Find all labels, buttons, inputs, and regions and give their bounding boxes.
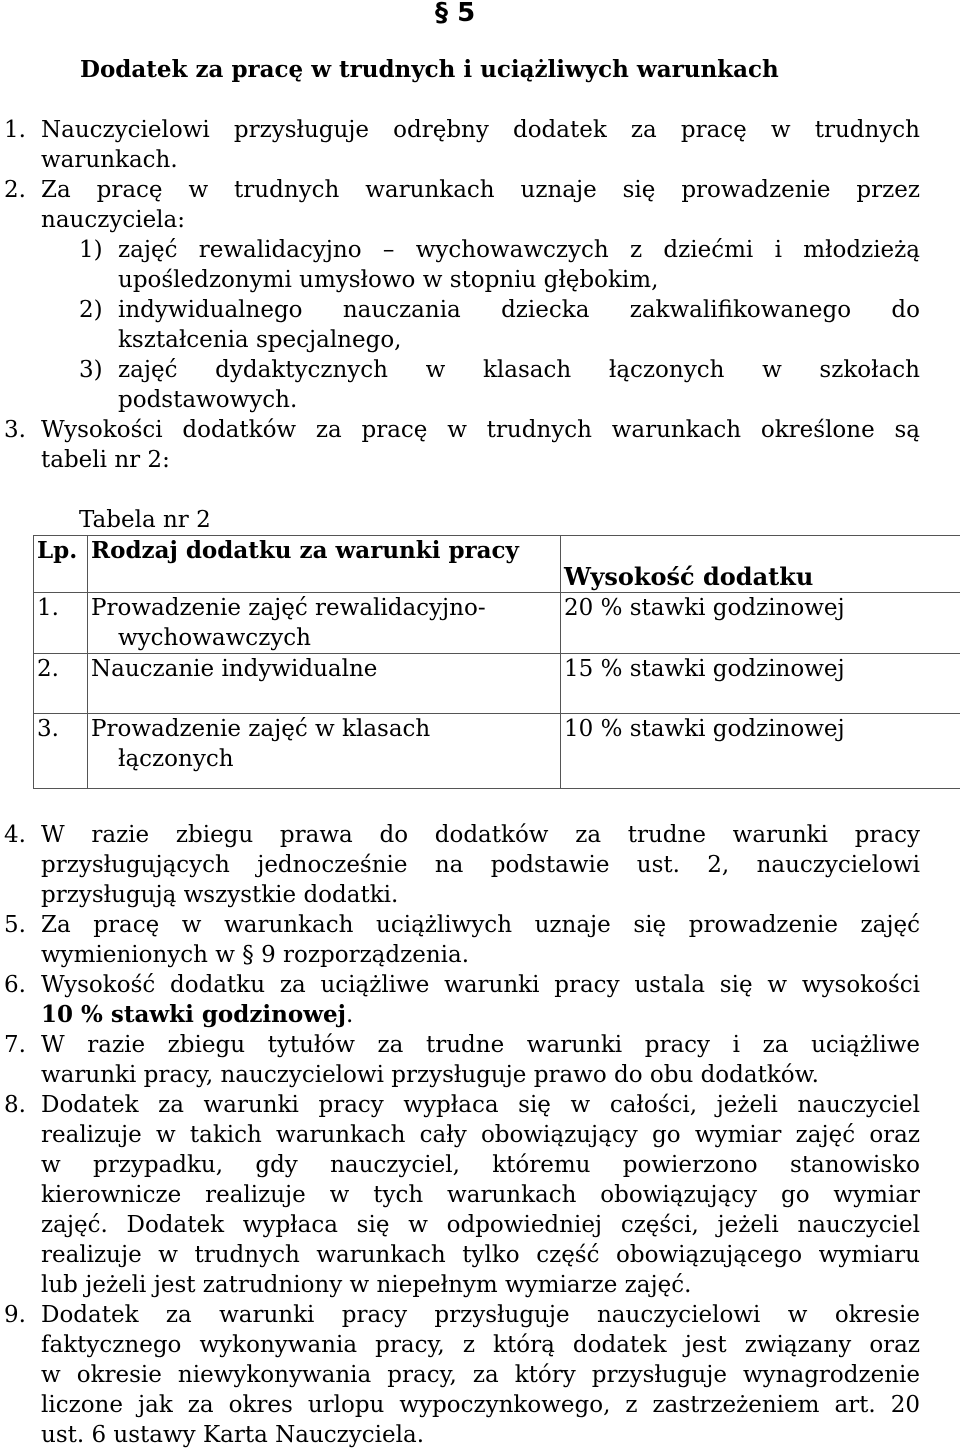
paragraph-2-line-2: nauczyciela: — [41, 207, 185, 233]
section-number: 5 — [457, 0, 476, 28]
paragraph-9-line: Dodatek za warunki pracy przysługuje nauczycielowi w okresie — [41, 1302, 920, 1328]
paragraph-2-number: 2. — [4, 177, 26, 203]
paragraph-7-number: 7. — [4, 1032, 26, 1058]
paragraph-4-line: przysługują wszystkie dodatki. — [41, 882, 399, 908]
list-item-line: podstawowych. — [118, 387, 298, 413]
list-item-line: indywidualnego nauczania dziecka zakwalifikowanego do — [118, 297, 920, 323]
paragraph-7-line: W razie zbiegu tytułów za trudne warunki pracy i za uciążliwe — [41, 1032, 920, 1058]
section-mark: § — [435, 0, 448, 28]
paragraph-3-line-2: tabeli nr 2: — [41, 447, 170, 473]
paragraph-4-line: przysługujących jednocześnie na podstawie ust. 2, nauczycielowi — [41, 852, 920, 878]
paragraph-9-line: ust. 6 ustawy Karta Nauczyciela. — [41, 1422, 425, 1448]
paragraph-1-line-1: Nauczycielowi przysługuje odrębny dodatek za pracę w trudnych — [41, 117, 920, 143]
list-item-line: kształcenia specjalnego, — [118, 327, 402, 353]
header-cell-amount: Wysokość dodatku — [561, 536, 960, 593]
paragraph-8-line: lub jeżeli jest zatrudniony w niepełnym wymiarze zajęć. — [41, 1272, 692, 1298]
paragraph-6-line: Wysokość dodatku za uciążliwe warunki pracy ustala się w wysokości — [41, 972, 920, 998]
paragraph-5-line: wymienionych w § 9 rozporządzenia. — [41, 942, 470, 968]
paragraph-8-number: 8. — [4, 1092, 26, 1118]
section-heading — [435, 0, 475, 28]
paragraph-9-line: faktycznego wykonywania pracy, z którą dodatek jest związany oraz — [41, 1332, 920, 1358]
paragraph-5-line: Za pracę w warunkach uciążliwych uznaje się prowadzenie zajęć — [41, 912, 920, 938]
paragraph-3-number: 3. — [4, 417, 26, 443]
table-row: 3. Prowadzenie zajęć w klasach łączonych 10 % stawki godzinowej — [34, 714, 960, 789]
table-row: 2. Nauczanie indywidualne 15 % stawki godzinowej — [34, 654, 960, 714]
paragraph-6-bold-rate: 10 % stawki godzinowej — [41, 1001, 346, 1028]
header-cell-type: Rodzaj dodatku za warunki pracy — [88, 536, 561, 593]
paragraph-8-line: kierownicze realizuje w tych warunkach obowiązujący go wymiar — [41, 1182, 920, 1208]
paragraph-5-number: 5. — [4, 912, 26, 938]
paragraph-4-line: W razie zbiegu prawa do dodatków za trudne warunki pracy — [41, 822, 920, 848]
document-title: Dodatek za pracę w trudnych i uciążliwych warunkach — [80, 56, 779, 83]
paragraph-8-line: realizuje w trudnych warunkach tylko część obowiązującego wymiaru — [41, 1242, 920, 1268]
paragraph-1-number: 1. — [4, 117, 26, 143]
list-item-number: 1) — [79, 237, 103, 263]
paragraph-6-number: 6. — [4, 972, 26, 998]
allowance-table — [33, 535, 960, 789]
paragraph-8-line: zajęć. Dodatek wypłaca się w odpowiedniej części, jeżeli nauczyciel — [41, 1212, 920, 1238]
paragraph-8-line: realizuje w takich warunkach cały obowiązujący go wymiar zajęć oraz — [41, 1122, 920, 1148]
paragraph-8-line: w przypadku, gdy nauczyciel, któremu powierzono stanowisko — [41, 1152, 920, 1178]
table-row: 1. Prowadzenie zajęć rewalidacyjno- wychowawczych 20 % stawki godzinowej — [34, 593, 960, 654]
table-header-row — [34, 536, 960, 593]
paragraph-3-line-1: Wysokości dodatków za pracę w trudnych warunkach określone są — [41, 417, 920, 443]
paragraph-4-number: 4. — [4, 822, 26, 848]
list-item-number: 3) — [79, 357, 103, 383]
list-item-line: zajęć dydaktycznych w klasach łączonych w szkołach — [118, 357, 920, 383]
paragraph-8-line: Dodatek za warunki pracy wypłaca się w całości, jeżeli nauczyciel — [41, 1092, 920, 1118]
list-item-line: zajęć rewalidacyjno – wychowawczych z dziećmi i młodzieżą — [118, 237, 920, 263]
paragraph-2-line-1: Za pracę w trudnych warunkach uznaje się prowadzenie przez — [41, 177, 920, 203]
table-caption: Tabela nr 2 — [79, 507, 211, 533]
paragraph-7-line: warunki pracy, nauczycielowi przysługuje prawo do obu dodatków. — [41, 1062, 819, 1088]
list-item-number: 2) — [79, 297, 103, 323]
paragraph-9-line: liczone jak za okres urlopu wypoczynkowego, z zastrzeżeniem art. 20 — [41, 1392, 920, 1418]
list-item-line: upośledzonymi umysłowo w stopniu głębokim, — [118, 267, 659, 293]
paragraph-9-number: 9. — [4, 1302, 26, 1328]
paragraph-6-line: 10 % stawki godzinowej. — [41, 1001, 354, 1028]
paragraph-1-line-2: warunkach. — [41, 147, 178, 173]
paragraph-9-line: w okresie niewykonywania pracy, za który przysługuje wynagrodzenie — [41, 1362, 920, 1388]
header-cell-lp: Lp. — [34, 536, 88, 593]
